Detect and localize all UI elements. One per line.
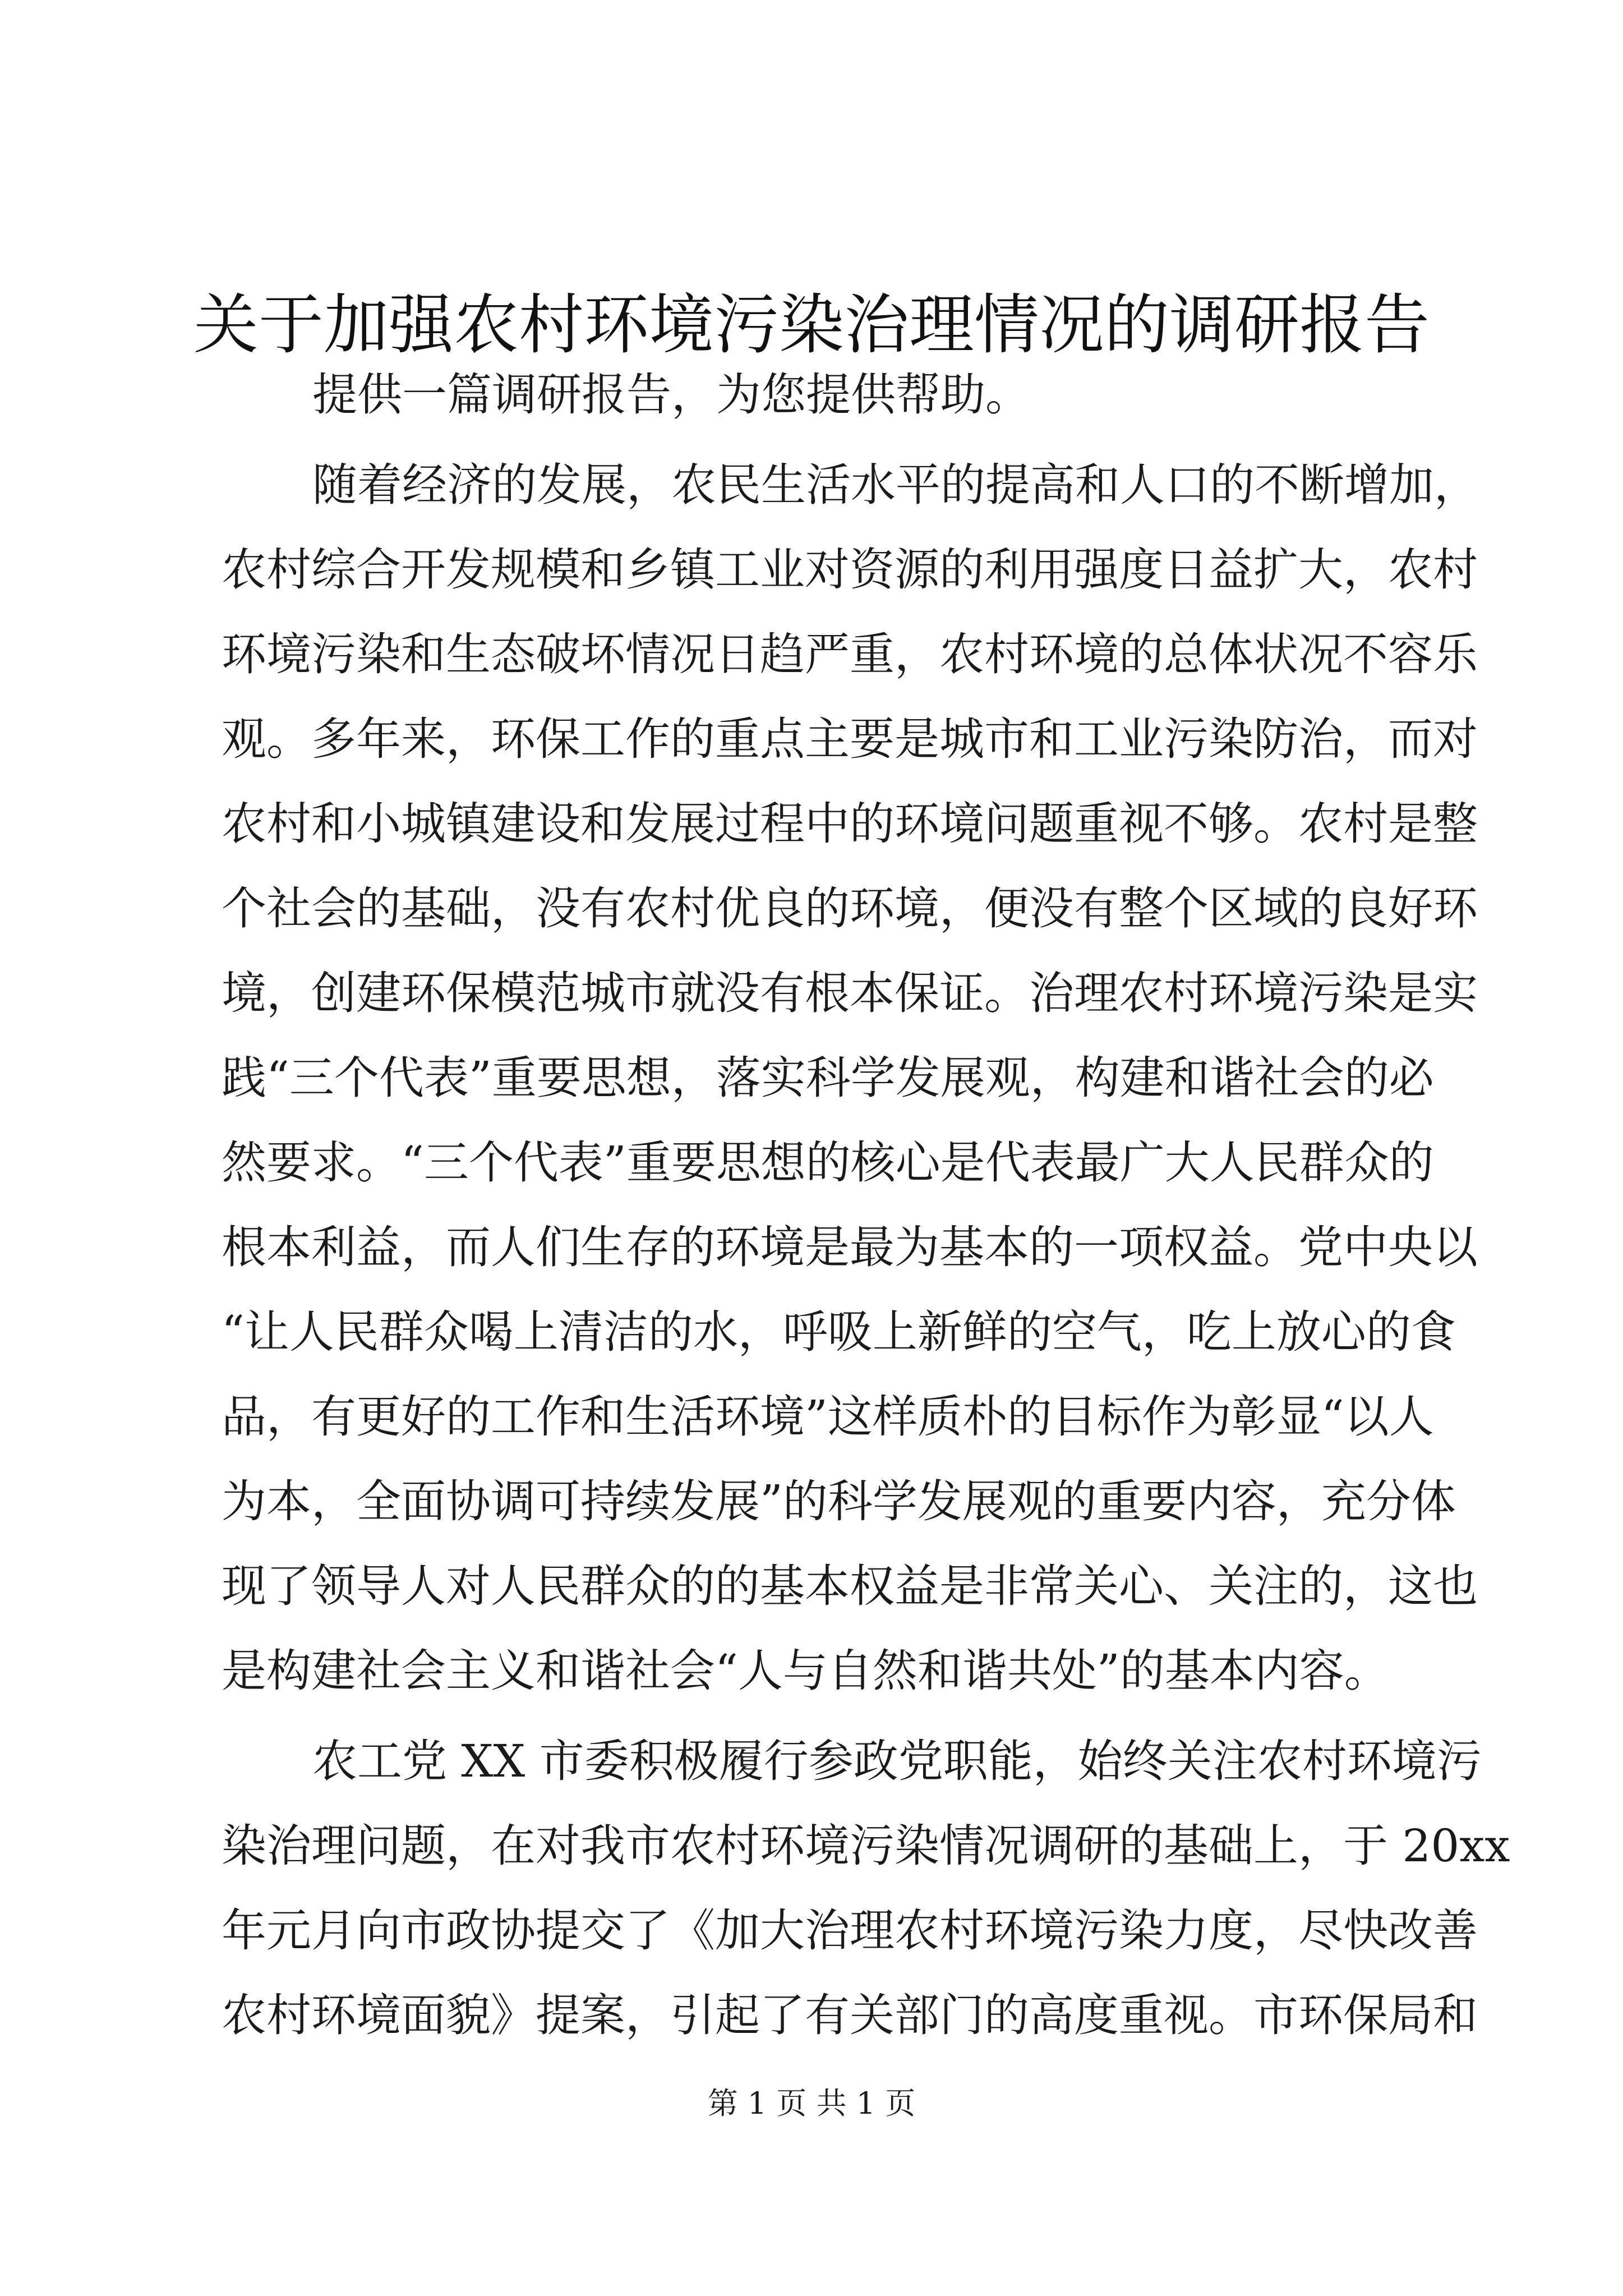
paragraph-line: 然要求。“三个代表”重要思想的核心是代表最广大人民群众的 xyxy=(222,1137,1434,1189)
paragraph-line: 是构建社会主义和谐社会“人与自然和谐共处”的基本内容。 xyxy=(222,1645,1389,1697)
paragraph-line: “让人民群众喝上清洁的水，呼吸上新鲜的空气，吃上放心的食 xyxy=(222,1306,1456,1358)
paragraph-line: 环境污染和生态破坏情况日趋严重，农村环境的总体状况不容乐 xyxy=(222,628,1478,680)
paragraph-line: 现了领导人对人民群众的的基本权益是非常关心、关注的，这也 xyxy=(222,1560,1478,1612)
paragraph-line: 农村综合开发规模和乡镇工业对资源的利用强度日益扩大，农村 xyxy=(222,544,1478,596)
paragraph-line: 年元月向市政协提交了《加大治理农村环境污染力度，尽快改善 xyxy=(222,1904,1478,1957)
paragraph-line: 提供一篇调研报告，为您提供帮助。 xyxy=(312,369,1030,421)
document-title: 关于加强农村环境污染治理情况的调研报告 xyxy=(193,287,1430,363)
paragraph-line: 农村和小城镇建设和发展过程中的环境问题重视不够。农村是整 xyxy=(222,798,1478,850)
paragraph-line: 为本，全面协调可持续发展”的科学发展观的重要内容，充分体 xyxy=(222,1475,1456,1527)
paragraph-line: 染治理问题，在对我市农村环境污染情况调研的基础上，于 20xx xyxy=(222,1820,1510,1872)
paragraph-line: 农村环境面貌》提案，引起了有关部门的高度重视。市环保局和 xyxy=(222,1989,1478,2041)
paragraph-line: 境，创建环保模范城市就没有根本保证。治理农村环境污染是实 xyxy=(222,967,1478,1019)
paragraph-line: 根本利益，而人们生存的环境是最为基本的一项权益。党中央以 xyxy=(222,1221,1478,1273)
page-number-footer: 第 1 页 共 1 页 xyxy=(707,2086,916,2121)
paragraph-line: 随着经济的发展，农民生活水平的提高和人口的不断增加， xyxy=(312,459,1479,511)
paragraph-line: 个社会的基础，没有农村优良的环境，便没有整个区域的良好环 xyxy=(222,882,1478,935)
paragraph-line: 品，有更好的工作和生活环境”这样质朴的目标作为彰显“以人 xyxy=(222,1391,1434,1443)
paragraph-line: 践“三个代表”重要思想，落实科学发展观，构建和谐社会的必 xyxy=(222,1052,1434,1104)
paragraph-line: 农工党 XX 市委积极履行参政党职能，始终关注农村环境污 xyxy=(312,1735,1482,1787)
paragraph-line: 观。多年来，环保工作的重点主要是城市和工业污染防治，而对 xyxy=(222,713,1478,765)
document-body xyxy=(222,352,1510,2058)
